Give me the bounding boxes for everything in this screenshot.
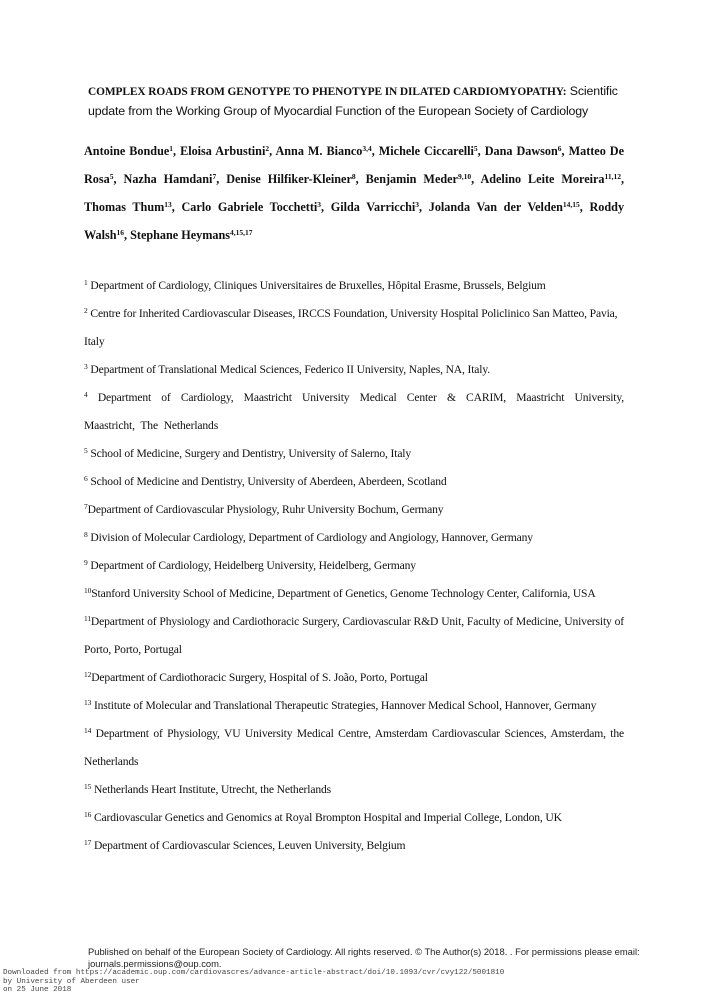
affiliation-item: $^1$ Department of Cardiology, Cliniques Universitaires de Bruxelles, Hôpital Erasme, Brussels, Belgium <box>84 278 546 292</box>
author: Benjamin Meder$^{9,10}$ <box>365 172 472 186</box>
affiliation-item: $^9$ Department of Cardiology, Heidelberg University, Heidelberg, Germany <box>84 558 416 572</box>
download-watermark <box>3 969 504 995</box>
affiliation-item: $^2$ Centre for Inherited Cardiovascular Diseases, IRCCS Foundation, University Hospital Policlinico San Matteo, Pavia, Italy <box>84 306 618 348</box>
author: Adelino Leite Moreira$^{11,12}$ <box>480 172 621 186</box>
author: Antoine Bondue$^1$ <box>84 144 174 158</box>
affiliation-item: $^7$Department of Cardiovascular Physiology, Ruhr University Bochum, Germany <box>84 502 444 516</box>
affiliation-item: $^{10}$Stanford University School of Medicine, Department of Genetics, Genome Technology Center, California, USA <box>84 586 596 600</box>
author: Anna M. Bianco$^{3,4}$ <box>275 144 372 158</box>
affiliation-item: $^{11}$Department of Physiology and Cardiothoracic Surgery, Cardiovascular R&D Unit, Faculty of Medicine, University of Porto, Porto, Portugal <box>84 614 624 656</box>
paper-title <box>88 82 648 121</box>
author: Roddy Walsh$^{16}$ <box>84 200 625 242</box>
download-url-line: Downloaded from https://academic.oup.com/cardiovascres/advance-article-abstract/doi/10.1093/cvr/cvy122/5001810 <box>3 969 505 977</box>
author: Eloisa Arbustini$^2$ <box>180 144 270 158</box>
affiliation-item: $^{12}$Department of Cardiothoracic Surgery, Hospital of S. João, Porto, Portugal <box>84 670 428 684</box>
affiliation-item: $^{17}$ Department of Cardiovascular Sciences, Leuven University, Belgium <box>84 838 406 852</box>
author-list: Antoine Bondue$^1$, Eloisa Arbustini$^2$, Anna M. Bianco$^{3,4}$, Michele Ciccarelli$^5$, Dana Dawson$^6$, Matteo De Rosa$^5$, Nazha Hamdani$^7$, Denise Hilfiker-Kleiner$^8$, Benjamin Meder$^{9,10}$, Adelino Leite Moreira$^{11,12}$, Thomas Thum$^{13}$, Carlo Gabriele Tocchetti$^3$, Gilda Varricchi$^3$, Jolanda Van der Velden$^{14,15}$, Roddy Walsh$^{16}$, Stephane Heymans$^{4,15,17}$ <box>84 144 625 242</box>
publisher-copyright-note: Published on behalf of the European Society of Cardiology. All rights reserved. © The Author(s) 2018. . For permissions please email: journals.permissions@oup.com. <box>88 946 640 969</box>
affiliation-list <box>84 272 624 860</box>
author: Matteo De Rosa$^5$ <box>84 144 625 186</box>
download-date-line: on 25 June 2018 <box>3 986 72 995</box>
affiliation-item: $^{16}$ Cardiovascular Genetics and Genomics at Royal Brompton Hospital and Imperial College, London, UK <box>84 810 562 824</box>
affiliation-item: $^8$ Division of Molecular Cardiology, Department of Cardiology and Angiology, Hannover, Germany <box>84 530 533 544</box>
author: Nazha Hamdani$^7$ <box>123 172 217 186</box>
author: Denise Hilfiker-Kleiner$^8$ <box>226 172 356 186</box>
affiliation-item: $^5$ School of Medicine, Surgery and Dentistry, University of Salerno, Italy <box>84 446 412 460</box>
author: Jolanda Van der Velden$^{14,15}$ <box>428 200 580 214</box>
affiliation-item: $^{14}$ Department of Physiology, VU University Medical Centre, Amsterdam Cardiovascular Sciences, Amsterdam, the Netherlands <box>84 726 624 768</box>
author: Gilda Varricchi$^3$ <box>330 200 420 214</box>
affiliation-item: $^6$ School of Medicine and Dentistry, University of Aberdeen, Aberdeen, Scotland <box>84 474 447 488</box>
affiliation-item: $^{13}$ Institute of Molecular and Translational Therapeutic Strategies, Hannover Medical School, Hannover, Germany <box>84 698 597 712</box>
affiliation-item: $^3$ Department of Translational Medical Sciences, Federico II University, Naples, NA, Italy. <box>84 362 491 376</box>
author: Dana Dawson$^6$ <box>484 144 562 158</box>
paper-title-main: COMPLEX ROADS FROM GENOTYPE TO PHENOTYPE IN DILATED CARDIOMYOPATHY: <box>88 86 567 98</box>
author: Michele Ciccarelli$^5$ <box>378 144 478 158</box>
author: Thomas Thum$^{13}$ <box>84 200 172 214</box>
affiliation-item: $^{15}$ Netherlands Heart Institute, Utrecht, the Netherlands <box>84 782 331 796</box>
paper-title-subtitle: Scientific update from the Working Group of Myocardial Function of the European Society of Cardiology <box>88 84 618 118</box>
download-user-line: by University of Aberdeen user <box>3 977 140 986</box>
author: Carlo Gabriele Tocchetti$^3$ <box>181 200 322 214</box>
author: Stephane Heymans$^{4,15,17}$ <box>130 228 253 242</box>
affiliation-item: $^4$ Department of Cardiology, Maastricht University Medical Center & CARIM, Maastricht University, Maastricht, The Netherlands <box>84 390 624 432</box>
